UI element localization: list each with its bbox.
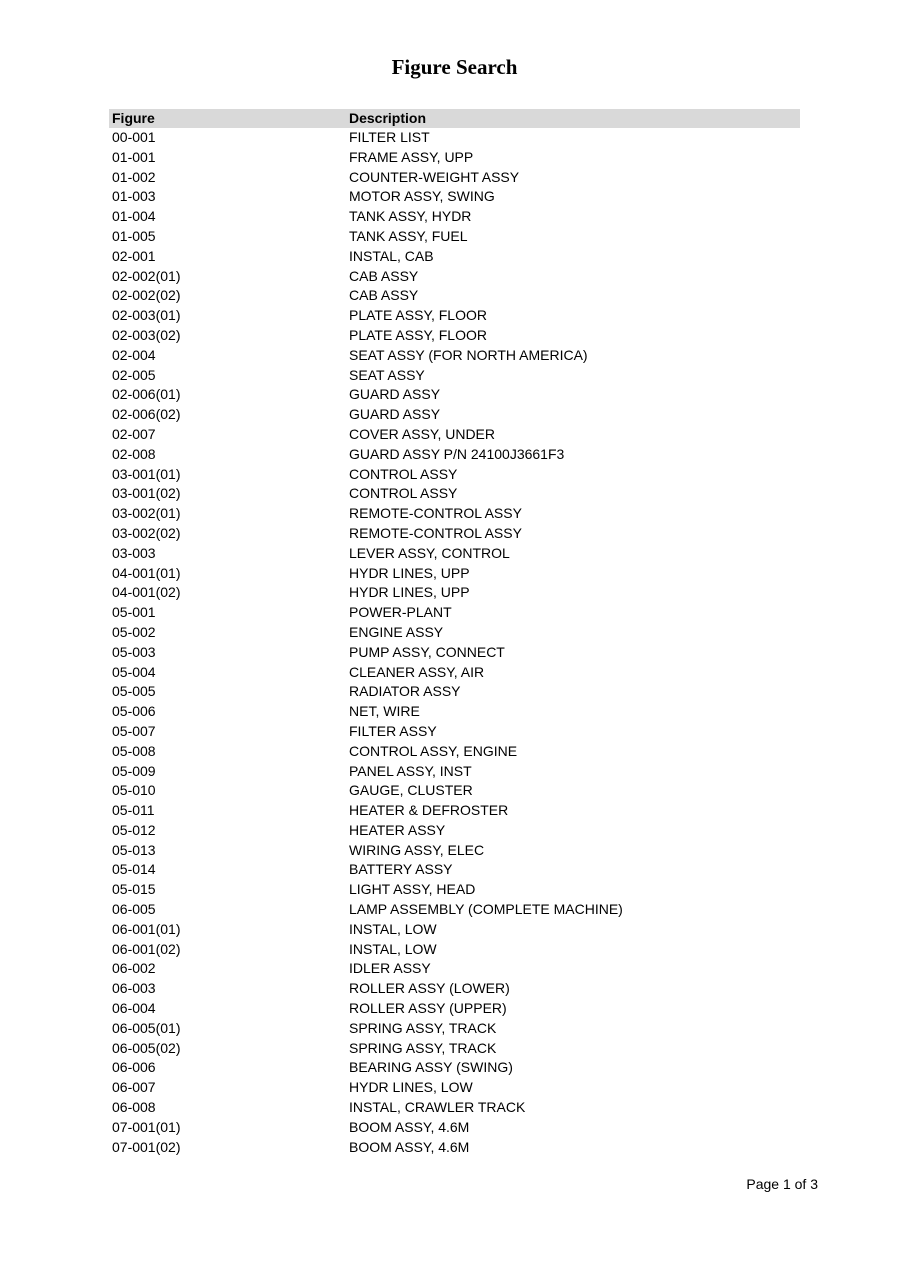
figure-cell: 02-005: [112, 366, 156, 383]
figure-cell: 01-005: [112, 227, 156, 244]
figure-cell: 05-005: [112, 683, 156, 700]
figure-cell: 03-001(02): [112, 485, 181, 502]
table-row: [109, 1058, 800, 1078]
table-row: [109, 702, 800, 722]
figure-cell: 06-001(01): [112, 920, 181, 937]
table-row: [109, 742, 800, 762]
figure-cell: 05-004: [112, 663, 156, 680]
description-cell: CONTROL ASSY: [349, 485, 458, 502]
figure-cell: 02-002(02): [112, 287, 181, 304]
table-row: [109, 445, 800, 465]
figure-cell: 06-003: [112, 980, 156, 997]
table-body: [109, 128, 800, 1157]
description-cell: ROLLER ASSY (LOWER): [349, 980, 510, 997]
table-row: [109, 781, 800, 801]
table-row: [109, 405, 800, 425]
description-cell: INSTAL, CRAWLER TRACK: [349, 1099, 526, 1116]
figure-cell: 02-008: [112, 445, 156, 462]
table-row: [109, 603, 800, 623]
description-cell: TANK ASSY, FUEL: [349, 227, 468, 244]
description-cell: RADIATOR ASSY: [349, 683, 461, 700]
figure-cell: 02-002(01): [112, 267, 181, 284]
table-row: [109, 1019, 800, 1039]
description-cell: PLATE ASSY, FLOOR: [349, 326, 487, 343]
description-cell: GUARD ASSY P/N 24100J3661F3: [349, 445, 565, 462]
description-cell: TANK ASSY, HYDR: [349, 208, 472, 225]
figure-cell: 05-011: [112, 802, 155, 819]
table-row: [109, 979, 800, 999]
description-cell: HYDR LINES, LOW: [349, 1079, 473, 1096]
figure-cell: 07-001(01): [112, 1118, 181, 1135]
figure-cell: 01-001: [112, 148, 156, 165]
table-row: [109, 207, 800, 227]
description-cell: BOOM ASSY, 4.6M: [349, 1118, 470, 1135]
description-cell: BEARING ASSY (SWING): [349, 1059, 513, 1076]
page-title: Figure Search: [391, 55, 518, 79]
description-cell: INSTAL, LOW: [349, 920, 437, 937]
figure-cell: 06-005: [112, 901, 156, 918]
figure-cell: 05-012: [112, 821, 156, 838]
figure-cell: 05-014: [112, 861, 156, 878]
description-cell: SEAT ASSY: [349, 366, 425, 383]
table-row: [109, 801, 800, 821]
figure-cell: 02-006(01): [112, 386, 181, 403]
table-row: [109, 524, 800, 544]
column-header-description: Description: [346, 109, 800, 128]
figure-cell: 06-005(02): [112, 1039, 181, 1056]
table-row: [109, 1078, 800, 1098]
table-row: [109, 544, 800, 564]
table-row: [109, 999, 800, 1019]
table-row: [109, 504, 800, 524]
table-row: [109, 484, 800, 504]
description-cell: REMOTE-CONTROL ASSY: [349, 524, 522, 541]
description-cell: HYDR LINES, UPP: [349, 564, 470, 581]
figure-cell: 05-001: [112, 604, 156, 621]
description-cell: NET, WIRE: [349, 703, 420, 720]
description-cell: FILTER ASSY: [349, 722, 437, 739]
figure-cell: 02-003(01): [112, 307, 181, 324]
description-cell: CONTROL ASSY: [349, 465, 458, 482]
figure-cell: 03-002(02): [112, 524, 181, 541]
figure-cell: 05-007: [112, 722, 156, 739]
table-row: [109, 762, 800, 782]
description-cell: ROLLER ASSY (UPPER): [349, 1000, 507, 1017]
table-row: [109, 920, 800, 940]
description-cell: COUNTER-WEIGHT ASSY: [349, 168, 520, 185]
figure-cell: 05-006: [112, 703, 156, 720]
figure-cell: 03-002(01): [112, 505, 181, 522]
description-cell: ENGINE ASSY: [349, 623, 444, 640]
figure-cell: 05-009: [112, 762, 156, 779]
figure-cell: 00-001: [112, 129, 156, 145]
table-row: [109, 900, 800, 920]
description-cell: CLEANER ASSY, AIR: [349, 663, 485, 680]
table-row: [109, 286, 800, 306]
figure-cell: 06-001(02): [112, 940, 181, 957]
table-row: [109, 821, 800, 841]
description-cell: GUARD ASSY: [349, 406, 441, 423]
table-row: [109, 722, 800, 742]
description-cell: MOTOR ASSY, SWING: [349, 188, 495, 205]
table-row: [109, 227, 800, 247]
header-row: [109, 109, 800, 128]
description-cell: WIRING ASSY, ELEC: [349, 841, 485, 858]
figure-cell: 05-013: [112, 841, 156, 858]
description-cell: FRAME ASSY, UPP: [349, 148, 474, 165]
description-cell: COVER ASSY, UNDER: [349, 425, 496, 442]
figure-cell: 06-004: [112, 1000, 156, 1017]
table-row: [109, 326, 800, 346]
table-header: [109, 109, 800, 128]
figure-cell: 04-001(01): [112, 564, 181, 581]
table-row: [109, 385, 800, 405]
description-cell: REMOTE-CONTROL ASSY: [349, 505, 522, 522]
description-cell: CAB ASSY: [349, 287, 419, 304]
table-row: [109, 841, 800, 861]
description-cell: SEAT ASSY (FOR NORTH AMERICA): [349, 346, 588, 363]
description-cell: FILTER LIST: [349, 129, 430, 145]
table-row: [109, 168, 800, 188]
figure-cell: 01-004: [112, 208, 156, 225]
table-row: [109, 187, 800, 207]
figure-cell: 02-007: [112, 425, 156, 442]
table-row: [109, 128, 800, 148]
table-row: [109, 425, 800, 445]
description-cell: BATTERY ASSY: [349, 861, 453, 878]
table-row: [109, 860, 800, 880]
figure-cell: 06-007: [112, 1079, 156, 1096]
figure-cell: 06-002: [112, 960, 156, 977]
table-row: [109, 366, 800, 386]
description-cell: POWER-PLANT: [349, 604, 452, 621]
description-cell: IDLER ASSY: [349, 960, 431, 977]
figure-cell: 05-003: [112, 643, 156, 660]
table-row: [109, 643, 800, 663]
figure-cell: 02-003(02): [112, 326, 181, 343]
description-cell: CAB ASSY: [349, 267, 419, 284]
figure-cell: 02-004: [112, 346, 156, 363]
table-row: [109, 148, 800, 168]
table-row: [109, 623, 800, 643]
figure-cell: 06-006: [112, 1059, 156, 1076]
figure-cell: 02-001: [112, 247, 156, 264]
figure-cell: 05-015: [112, 881, 156, 898]
description-cell: HEATER ASSY: [349, 821, 446, 838]
description-cell: PLATE ASSY, FLOOR: [349, 307, 487, 324]
description-cell: CONTROL ASSY, ENGINE: [349, 742, 518, 759]
table-row: [109, 583, 800, 603]
description-cell: SPRING ASSY, TRACK: [349, 1019, 497, 1036]
figure-cell: 01-003: [112, 188, 156, 205]
table-row: [109, 940, 800, 960]
figure-cell: 06-008: [112, 1099, 156, 1116]
description-cell: HEATER & DEFROSTER: [349, 802, 509, 819]
description-cell: LAMP ASSEMBLY (COMPLETE MACHINE): [349, 901, 623, 918]
table-row: [109, 1098, 800, 1118]
figure-cell: 07-001(02): [112, 1138, 181, 1155]
table-row: [109, 306, 800, 326]
page-number: Page 1 of 3: [746, 1176, 818, 1192]
description-cell: LEVER ASSY, CONTROL: [349, 544, 510, 561]
figure-cell: 05-008: [112, 742, 156, 759]
description-cell: INSTAL, LOW: [349, 940, 437, 957]
figure-cell: 06-005(01): [112, 1019, 181, 1036]
table-row: [109, 682, 800, 702]
table-row: [109, 267, 800, 287]
table-row: [109, 465, 800, 485]
figure-cell: 02-006(02): [112, 406, 181, 423]
table-row: [109, 663, 800, 683]
table-row: [109, 247, 800, 267]
table-row: [109, 880, 800, 900]
description-cell: INSTAL, CAB: [349, 247, 434, 264]
figure-cell: 04-001(02): [112, 584, 181, 601]
table-row: [109, 1039, 800, 1059]
column-header-figure: Figure: [109, 109, 346, 128]
description-cell: PUMP ASSY, CONNECT: [349, 643, 505, 660]
description-cell: SPRING ASSY, TRACK: [349, 1039, 497, 1056]
table-row: [109, 564, 800, 584]
description-cell: HYDR LINES, UPP: [349, 584, 470, 601]
description-cell: BOOM ASSY, 4.6M: [349, 1138, 470, 1155]
description-cell: LIGHT ASSY, HEAD: [349, 881, 476, 898]
description-cell: GUARD ASSY: [349, 386, 441, 403]
table-row: [109, 959, 800, 979]
figure-cell: 05-002: [112, 623, 156, 640]
table-row: [109, 1138, 800, 1158]
figure-table: [109, 109, 800, 1157]
figure-cell: 01-002: [112, 168, 156, 185]
table-row: [109, 346, 800, 366]
table-row: [109, 1118, 800, 1138]
figure-cell: 03-003: [112, 544, 156, 561]
description-cell: GAUGE, CLUSTER: [349, 782, 473, 799]
description-cell: PANEL ASSY, INST: [349, 762, 472, 779]
figure-cell: 03-001(01): [112, 465, 181, 482]
figure-cell: 05-010: [112, 782, 156, 799]
